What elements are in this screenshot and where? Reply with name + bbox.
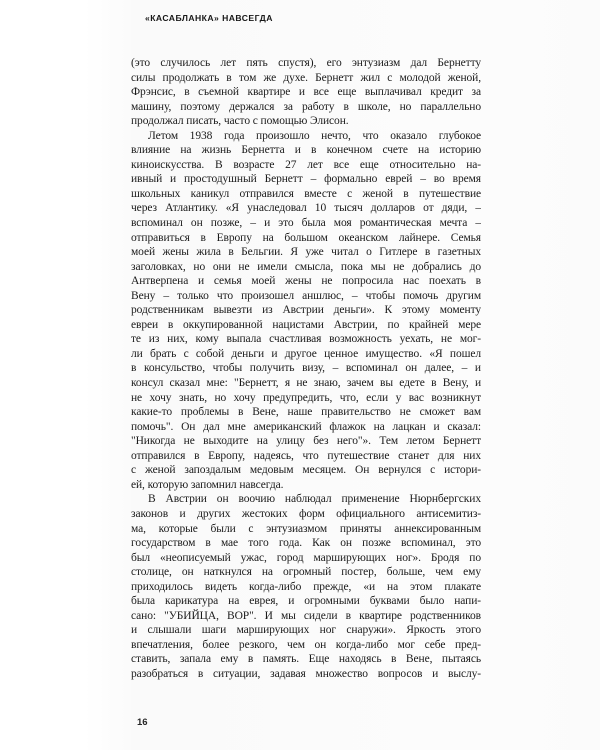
text-line: какие-то проблемы в Вене, наше правительство не сможет вам: [131, 406, 481, 419]
text-line: впечатления, более резкого, чем он когда-либо мог себе пред-: [131, 638, 481, 651]
text-line: киноискусства. В возрасте 27 лет все еще относительно на-: [131, 158, 481, 171]
text-line: машину, поэтому держался за работу в школе, но параллельно: [131, 100, 481, 113]
text-line: Антверпена и семья моей жены не попросила нас поехать в: [131, 275, 481, 288]
text-line: заголовках, но они не имели смысла, пока мы не добрались до: [131, 260, 481, 273]
text-line: Летом 1938 года произошло нечто, что оказало глубокое: [148, 129, 481, 142]
text-line: и слышали шаги марширующих ног снаружи». Яркость этого: [131, 624, 481, 637]
text-line: в консульство, чтобы получить визу, – вспоминал он далее, – и: [131, 362, 481, 375]
text-line: ивный и простодушный Бернетт – формально еврей – во время: [131, 173, 481, 186]
text-line: с женой запоздалым медовым месяцем. Он вернулся с истори-: [131, 464, 481, 477]
text-line: ли брать с собой деньги и другое ценное имущество. «Я пошел: [131, 347, 481, 360]
text-line: помочь". Он дал мне американский флажок на лацкан и сказал:: [131, 420, 481, 433]
text-line: через Атлантику. «Я унаследовал 10 тысяч долларов от дяди, –: [131, 202, 481, 215]
text-line: ма, которые были с энтузиазмом приняты аннексированным: [131, 522, 481, 535]
text-line: евреи в оккупированной нацистами Австрии, по крайней мере: [131, 318, 481, 331]
text-line: продолжал писать, часто с помощью Элисон.: [131, 115, 349, 128]
text-line: разобраться в ситуации, задавая множество вопросов и выслу-: [131, 667, 481, 680]
paragraph: [131, 492, 481, 681]
text-line: не хочу знать, но хочу предупредить, что, если у вас возникнут: [131, 391, 481, 404]
text-line: силы продолжать в том же духе. Бернетт жил с молодой женой,: [131, 71, 481, 84]
text-block: [131, 56, 481, 682]
paragraph: [131, 129, 481, 493]
text-line: была карикатура на еврея, и огромными буквами было напи-: [131, 595, 481, 608]
text-line: моей жены жила в Бельгии. Я уже читал о Гитлере в газетных: [131, 246, 481, 259]
text-line: законов и других жестоких форм официального антисемитиз-: [131, 507, 481, 520]
text-line: отправиться в Европу на большом океанском лайнере. Семья: [131, 231, 481, 244]
running-header: «КАСАБЛАНКА» НАВСЕГДА: [145, 13, 273, 23]
text-line: был «неописуемый ужас, город марширующих ног». Бродя по: [131, 551, 481, 564]
text-line: "Никогда не выходите на улицу без него"». Тем летом Бернетт: [131, 435, 481, 448]
text-line: (это случилось лет пять спустя), его энтузиазм дал Бернетту: [131, 57, 481, 69]
text-line: влияние на жизнь Бернетта и в конечном счете на историю: [131, 144, 481, 157]
text-line: Фрэнсис, в съемной квартире и все еще выплачивал кредит за: [131, 86, 481, 99]
text-line: приходилось видеть когда-либо прежде, «и на этом плакате: [131, 580, 481, 593]
text-line: столице, он наткнулся на огромный постер, больше, чем ему: [131, 566, 481, 579]
text-line: государством в мае того года. Как он позже вспоминал, это: [131, 537, 481, 550]
text-line: Вену – только что произошел аншлюс, – чтобы помочь другим: [131, 289, 481, 302]
text-line: сано: "УБИЙЦА, ВОР". И мы сидели в квартире родственников: [131, 609, 481, 622]
text-line: ей, которую запомнил навсегда.: [131, 478, 284, 491]
text-line: школьных каникул отправился вместе с женой в путешествие: [131, 187, 481, 200]
text-line: отправился в Европу, надеясь, что путешествие станет для них: [131, 449, 481, 462]
paragraph: [131, 56, 481, 129]
text-line: родственникам вывезти из Австрии деньги». К этому моменту: [131, 304, 481, 317]
text-line: консул сказал мне: "Бернетт, я не знаю, зачем вы едете в Вену, и: [131, 377, 481, 390]
text-line: ставить, запала ему в память. Еще находясь в Вене, пытаясь: [131, 653, 481, 666]
page-number: 16: [137, 717, 148, 728]
text-line: вспоминал он позже, – и это была моя романтическая мечта –: [131, 217, 481, 230]
text-line: В Австрии он воочию наблюдал применение Нюрнбергских: [148, 493, 481, 506]
text-line: те из них, кому выпала счастливая возможность уехать, не мог-: [131, 333, 481, 346]
